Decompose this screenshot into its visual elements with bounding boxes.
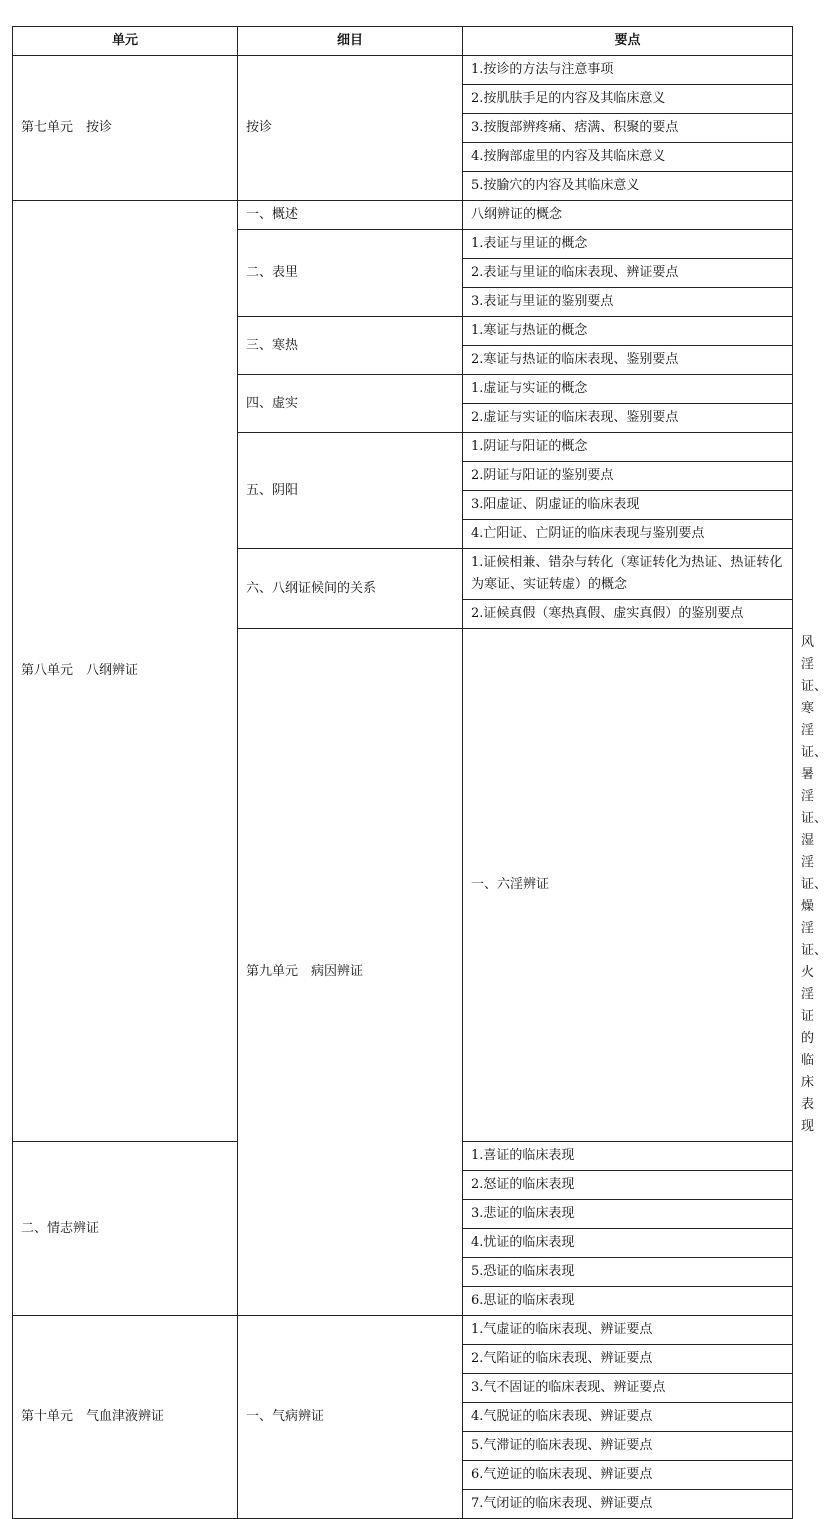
detail-cell: 四、虚实 <box>238 375 463 433</box>
point-cell: 6.思证的临床表现 <box>463 1287 793 1316</box>
point-cell: 1.喜证的临床表现 <box>463 1142 793 1171</box>
header-row <box>13 27 793 56</box>
table-row <box>13 201 793 230</box>
point-cell: 5.按腧穴的内容及其临床意义 <box>463 172 793 201</box>
point-cell: 3.按腹部辨疼痛、痞满、积聚的要点 <box>463 114 793 143</box>
point-cell: 1.按诊的方法与注意事项 <box>463 56 793 85</box>
point-cell: 1.气虚证的临床表现、辨证要点 <box>463 1316 793 1345</box>
unit-cell: 第八单元 八纲辨证 <box>13 201 238 1142</box>
point-cell: 2.证候真假（寒热真假、虚实真假）的鉴别要点 <box>463 600 793 629</box>
point-cell: 4.气脱证的临床表现、辨证要点 <box>463 1403 793 1432</box>
point-cell: 1.证候相兼、错杂与转化（寒证转化为热证、热证转化为寒证、实证转虚）的概念 <box>463 549 793 600</box>
unit-cell: 第九单元 病因辨证 <box>238 629 463 1316</box>
point-cell: 5.恐证的临床表现 <box>463 1258 793 1287</box>
point-cell: 2.怒证的临床表现 <box>463 1171 793 1200</box>
detail-cell: 二、表里 <box>238 230 463 317</box>
detail-cell: 按诊 <box>238 56 463 201</box>
table-row <box>13 56 793 85</box>
point-cell: 3.表证与里证的鉴别要点 <box>463 288 793 317</box>
header-unit: 单元 <box>13 27 238 56</box>
point-cell: 3.气不固证的临床表现、辨证要点 <box>463 1374 793 1403</box>
point-cell: 4.按胸部虚里的内容及其临床意义 <box>463 143 793 172</box>
detail-cell: 二、情志辨证 <box>13 1142 238 1316</box>
detail-cell: 一、概述 <box>238 201 463 230</box>
point-cell: 2.阴证与阳证的鉴别要点 <box>463 462 793 491</box>
table-row <box>13 1316 793 1345</box>
point-cell: 4.忧证的临床表现 <box>463 1229 793 1258</box>
point-cell: 2.寒证与热证的临床表现、鉴别要点 <box>463 346 793 375</box>
header-points: 要点 <box>463 27 793 56</box>
detail-cell: 一、六淫辨证 <box>463 629 793 1142</box>
point-cell: 7.气闭证的临床表现、辨证要点 <box>463 1490 793 1519</box>
point-cell: 2.按肌肤手足的内容及其临床意义 <box>463 85 793 114</box>
header-detail: 细目 <box>238 27 463 56</box>
point-cell: 3.悲证的临床表现 <box>463 1200 793 1229</box>
point-cell: 3.阳虚证、阴虚证的临床表现 <box>463 491 793 520</box>
point-cell: 2.表证与里证的临床表现、辨证要点 <box>463 259 793 288</box>
point-cell: 2.虚证与实证的临床表现、鉴别要点 <box>463 404 793 433</box>
point-cell: 4.亡阳证、亡阴证的临床表现与鉴别要点 <box>463 520 793 549</box>
detail-cell: 六、八纲证候间的关系 <box>238 549 463 629</box>
point-cell: 5.气滞证的临床表现、辨证要点 <box>463 1432 793 1461</box>
detail-cell: 一、气病辨证 <box>238 1316 463 1519</box>
point-cell: 八纲辨证的概念 <box>463 201 793 230</box>
point-cell: 1.虚证与实证的概念 <box>463 375 793 404</box>
point-cell: 1.表证与里证的概念 <box>463 230 793 259</box>
point-cell: 1.寒证与热证的概念 <box>463 317 793 346</box>
point-cell: 2.气陷证的临床表现、辨证要点 <box>463 1345 793 1374</box>
point-cell: 1.阴证与阳证的概念 <box>463 433 793 462</box>
syllabus-table <box>12 26 827 1519</box>
table-row: 第九单元 病因辨证 一、六淫辨证 风淫证、寒淫证、暑淫证、湿淫证、燥淫证、火淫证的临床表现 <box>13 629 793 1142</box>
detail-cell: 五、阴阳 <box>238 433 463 549</box>
detail-cell: 三、寒热 <box>238 317 463 375</box>
unit-cell: 第十单元 气血津液辨证 <box>13 1316 238 1519</box>
point-cell: 6.气逆证的临床表现、辨证要点 <box>463 1461 793 1490</box>
unit-cell: 第七单元 按诊 <box>13 56 238 201</box>
